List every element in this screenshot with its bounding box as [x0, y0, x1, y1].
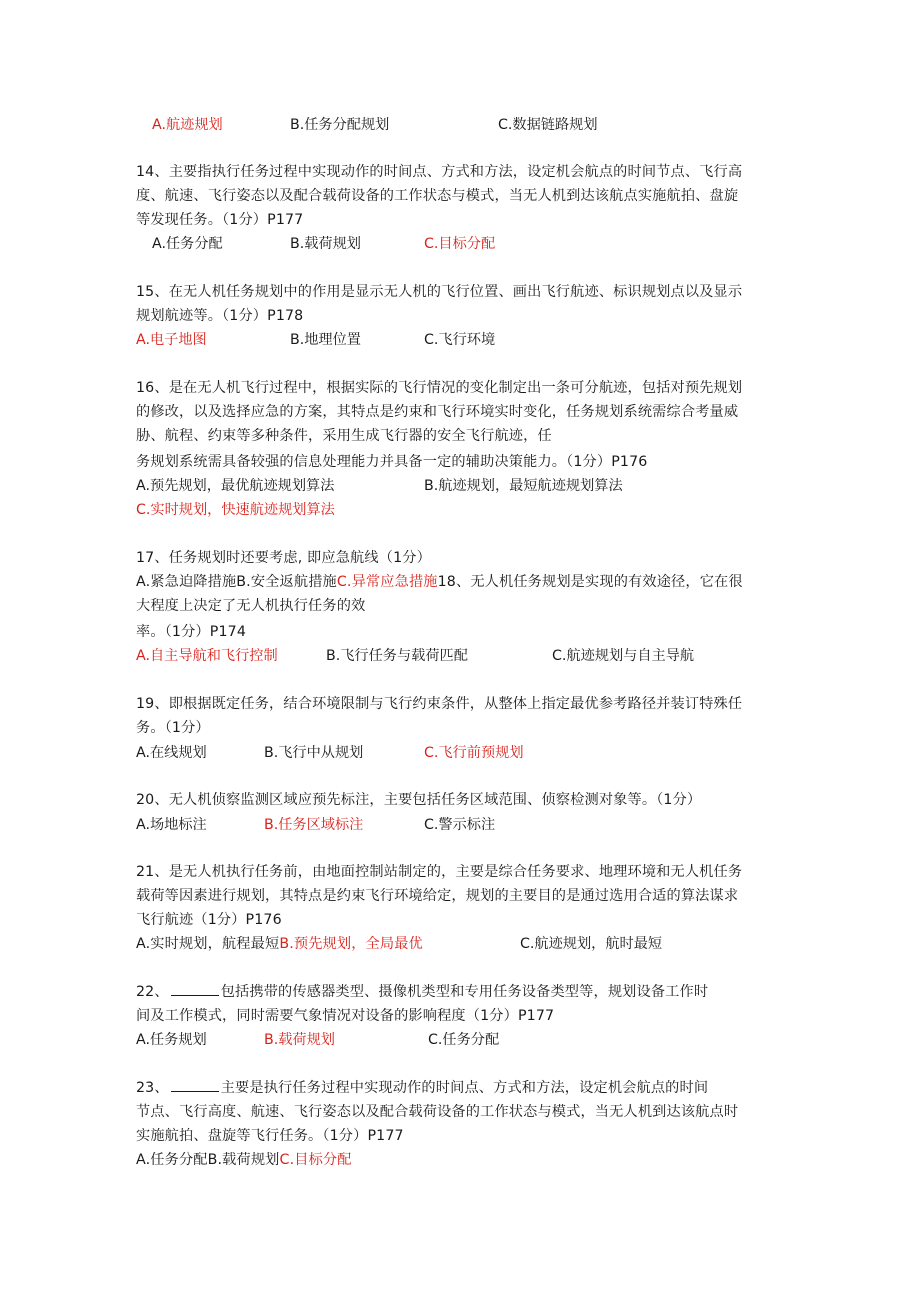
q22-blank [171, 983, 219, 996]
q21-line-1: 21、是无人机执行任务前，由地面控制站制定的，主要是综合任务要求、地理环境和无人机任务 [136, 864, 743, 880]
q21-options-row [136, 934, 423, 954]
q15-option-c: C.飞行环境 [424, 332, 496, 348]
q13-option-c: C.数据链路规划 [498, 117, 598, 133]
q19-line-2: 务。（1分） [136, 720, 210, 736]
q13-option-b: B.任务分配规划 [290, 117, 390, 133]
q20-option-b: B.任务区域标注 [264, 817, 364, 833]
q17-option-b: B.安全返航措施 [236, 574, 337, 590]
q18-option-b: B.飞行任务与载荷匹配 [326, 648, 468, 664]
q17-option-a: A.紧急迫降措施 [136, 574, 237, 590]
q23-line-3: 实施航拍、盘旋等飞行任务。（1分）P177 [136, 1128, 404, 1144]
q22-option-c: C.任务分配 [428, 1032, 500, 1048]
q23-option-a: A.任务分配 [136, 1152, 208, 1168]
q20-line: 20、无人机侦察监测区域应预先标注，主要包括任务区域范围、侦察检测对象等。（1分） [136, 792, 702, 808]
q15-line-2: 规划航迹等。（1分）P178 [136, 308, 304, 324]
q19-line-1: 19、即根据既定任务，结合环境限制与飞行约束条件，从整体上指定最优参考路径并装订特殊任 [136, 696, 743, 712]
q16-line-1: 16、是在无人机飞行过程中，根据实际的飞行情况的变化制定出一条可分航迹，包括对预先规划 [136, 380, 743, 396]
q20-option-c: C.警示标注 [424, 817, 496, 833]
q14-option-b: B.载荷规划 [290, 236, 361, 252]
q20-option-a: A.场地标注 [136, 817, 207, 833]
q23-line-1 [136, 1078, 708, 1098]
q23-options-row [136, 1150, 352, 1170]
q15-option-a: A.电子地图 [136, 332, 207, 348]
q18-line-2: 大程度上决定了无人机执行任务的效 [136, 598, 366, 614]
q16-line-2: 的修改，以及选择应急的方案，其特点是约束和飞行环境实时变化，任务规划系统需综合考量威 [136, 404, 739, 420]
q22-number: 22、 [136, 984, 169, 1000]
q21-option-c: C.航迹规划，航时最短 [520, 936, 663, 952]
q22-line-2: 间及工作模式，同时需要气象情况对设备的影响程度（1分）P177 [136, 1008, 555, 1024]
q16-option-b: B.航迹规划，最短航迹规划算法 [424, 478, 623, 494]
q15-line-1: 15、在无人机任务规划中的作用是显示无人机的飞行位置、画出飞行航迹、标识规划点以及显示 [136, 284, 743, 300]
q21-line-2: 载荷等因素进行规划，其特点是约束飞行环境给定，规划的主要目的是通过选用合适的算法谋求 [136, 888, 739, 904]
q18-line-3: 率。（1分）P174 [136, 624, 246, 640]
q16-line-4: 务规划系统需具备较强的信息处理能力并具备一定的辅助决策能力。（1分）P176 [136, 454, 648, 470]
q23-number: 23、 [136, 1080, 169, 1096]
q19-option-c: C.飞行前预规划 [424, 745, 524, 761]
q19-option-a: A.在线规划 [136, 745, 207, 761]
q18-option-a: A.自主导航和飞行控制 [136, 648, 278, 664]
q21-option-b: B.预先规划，全局最优 [279, 936, 423, 952]
q14-option-c: C.目标分配 [424, 236, 496, 252]
q23-blank [171, 1079, 219, 1092]
q22-line-1 [136, 982, 708, 1002]
q23-line-1-text: 主要是执行任务过程中实现动作的时间点、方式和方法，设定机会航点的时间 [220, 1080, 709, 1096]
q14-line-3: 等发现任务。（1分）P177 [136, 212, 304, 228]
q14-option-a: A.任务分配 [152, 236, 223, 252]
q14-line-1: 14、主要指执行任务过程中实现动作的时间点、方式和方法，设定机会航点的时间节点、飞行高 [136, 164, 743, 180]
q17-line: 17、任务规划时还要考虑, 即应急航线（1分） [136, 550, 431, 566]
q18-line-1: 18、无人机任务规划是实现的有效途径，它在很 [437, 574, 743, 590]
q16-line-3: 胁、航程、约束等多种条件，采用生成飞行器的安全飞行航迹，任 [136, 428, 552, 444]
q18-option-c: C.航迹规划与自主导航 [552, 648, 695, 664]
q21-line-3: 飞行航迹（1分）P176 [136, 912, 282, 928]
q19-option-b: B.飞行中从规划 [264, 745, 364, 761]
q14-line-2: 度、航速、飞行姿态以及配合载荷设备的工作状态与模式，当无人机到达该航点实施航拍、盘旋 [136, 188, 739, 204]
q23-line-2: 节点、飞行高度、航速、飞行姿态以及配合载荷设备的工作状态与模式，当无人机到达该航点时 [136, 1104, 739, 1120]
q16-option-a: A.预先规划，最优航迹规划算法 [136, 478, 335, 494]
q17-option-c: C.异常应急措施 [336, 574, 438, 590]
q22-option-a: A.任务规划 [136, 1032, 207, 1048]
q17-options-row [136, 572, 743, 592]
q22-option-b: B.载荷规划 [264, 1032, 335, 1048]
q16-option-c: C.实时规划，快速航迹规划算法 [136, 502, 335, 518]
q23-option-b: B.载荷规划 [207, 1152, 280, 1168]
q13-option-a: A.航迹规划 [152, 117, 223, 133]
q21-option-a: A.实时规划，航程最短 [136, 936, 280, 952]
q23-option-c: C.目标分配 [279, 1152, 352, 1168]
q22-line-1-text: 包括携带的传感器类型、摄像机类型和专用任务设备类型等，规划设备工作时 [220, 984, 709, 1000]
q15-option-b: B.地理位置 [290, 332, 361, 348]
